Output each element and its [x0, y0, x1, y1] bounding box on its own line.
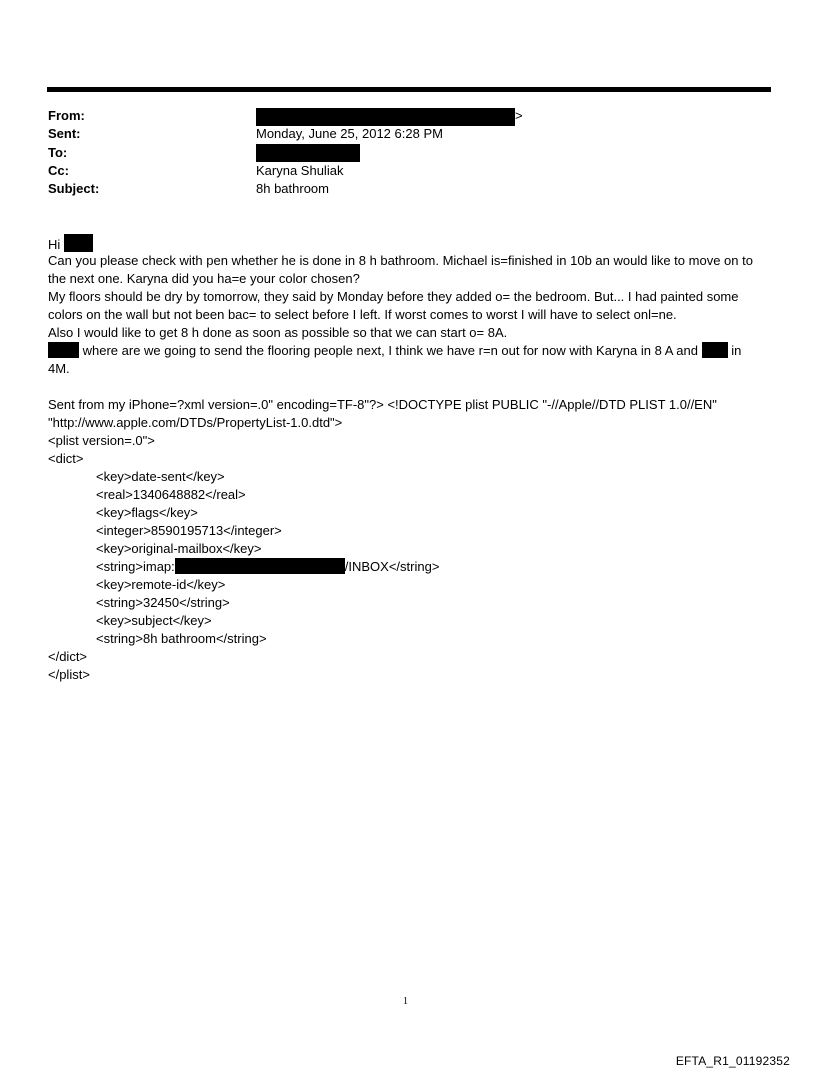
paragraph-4-tail: 4M.	[48, 361, 70, 376]
to-value	[256, 143, 360, 162]
sig-line-2: "http://www.apple.com/DTDs/PropertyList-1.0.dtd">	[48, 415, 343, 430]
sig-line-15: </dict>	[48, 649, 88, 664]
sent-value: Monday, June 25, 2012 6:28 PM	[256, 126, 443, 141]
from-value	[256, 107, 523, 126]
paragraph-4-text: where are we going to send the flooring people next, I think we have r=n out for now with Karyna in 8 A and	[79, 343, 698, 358]
paragraph-1: Can you please check with pen whether he is done in 8 h bathroom. Michael is=finished in 10b an would like to move on to the next one. Karyna did you ha=e your color chosen?	[48, 253, 753, 286]
page-number: 1	[403, 996, 408, 1007]
sig-line-6: <real>1340648882</real>	[96, 487, 246, 502]
header-rule	[47, 87, 771, 92]
to-label: To:	[48, 145, 68, 160]
bates-number: EFTA_R1_01192352	[675, 1054, 790, 1068]
sig-line-7: <key>flags</key>	[96, 505, 198, 520]
cc-label: Cc:	[48, 163, 69, 178]
sig-line-5: <key>date-sent</key>	[96, 469, 225, 484]
sig-line-16: </plist>	[48, 667, 90, 682]
sig-line-11: <key>remote-id</key>	[96, 577, 226, 592]
sig-line-10-start: <string>imap:	[96, 559, 175, 574]
sig-line-12: <string>32450</string>	[96, 595, 230, 610]
greeting	[48, 234, 93, 254]
paragraph-2: My floors should be dry by tomorrow, they said by Monday before they added o= the bedroom. But... I had painted some colors on the wall but not been bac= to select before I left. If worst comes to worst I will have to select onl=ne.	[48, 289, 739, 322]
subject-label: Subject:	[48, 181, 100, 196]
redaction-bar	[256, 108, 515, 126]
subject-value: 8h bathroom	[256, 181, 329, 196]
greeting-text: Hi	[48, 237, 61, 252]
cc-value: Karyna Shuliak	[256, 163, 344, 178]
sig-line-10	[96, 558, 439, 576]
paragraph-4-line	[48, 342, 741, 360]
sig-line-9: <key>original-mailbox</key>	[96, 541, 262, 556]
from-label: From:	[48, 108, 85, 123]
sig-line-10-end: /INBOX</string>	[344, 559, 440, 574]
redaction-bar	[702, 342, 728, 358]
sig-line-3: <plist version=.0">	[48, 433, 155, 448]
paragraph-4-end: in	[727, 343, 742, 358]
from-suffix: >	[515, 108, 523, 123]
redaction-bar	[48, 342, 79, 358]
sig-line-8: <integer>8590195713</integer>	[96, 523, 282, 538]
paragraph-3: Also I would like to get 8 h done as soon as possible so that we can start o= 8A.	[48, 325, 508, 340]
sig-line-13: <key>subject</key>	[96, 613, 212, 628]
redaction-bar	[175, 558, 345, 574]
redaction-bar	[256, 144, 360, 162]
sig-line-1: Sent from my iPhone=?xml version=.0" encoding=TF-8"?> <!DOCTYPE plist PUBLIC "-//Apple//DTD PLIST 1.0//EN"	[48, 397, 717, 412]
sig-line-4: <dict>	[48, 451, 84, 466]
sent-label: Sent:	[48, 126, 81, 141]
redaction-bar	[64, 234, 93, 252]
sig-line-14: <string>8h bathroom</string>	[96, 631, 267, 646]
